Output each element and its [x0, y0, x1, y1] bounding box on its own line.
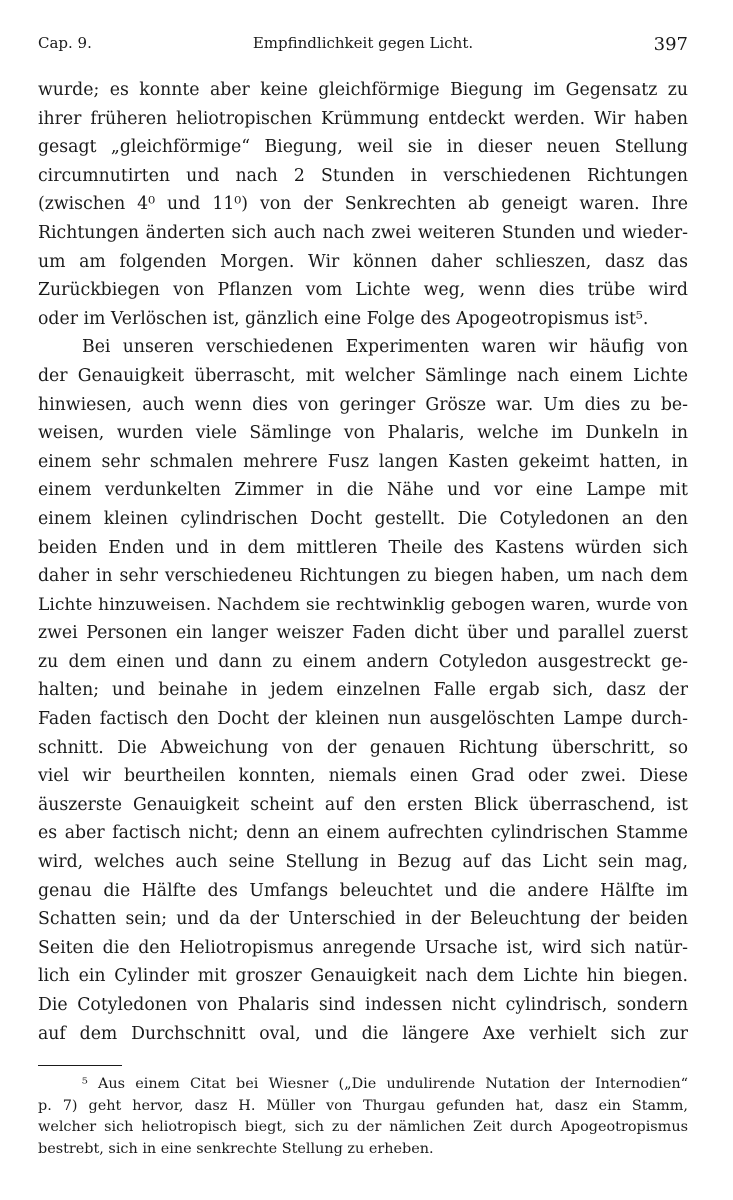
- text-line: circumnutirten und nach 2 Stunden in verschiedenen Richtungen: [38, 165, 688, 186]
- text-line: zu dem einen und dann zu einem andern Cotyledon ausgestreckt ge-: [38, 651, 688, 672]
- text-line: Zurückbiegen von Pflanzen vom Lichte weg, wenn dies trübe wird: [38, 280, 688, 301]
- text-line: der Genauigkeit überrascht, mit welcher Sämlinge nach einem Lichte: [38, 365, 688, 386]
- text-line: ihrer früheren heliotropischen Krümmung entdeckt werden. Wir haben: [38, 108, 688, 129]
- text-line: gesagt „gleichförmige“ Biegung, weil sie in dieser neuen Stellung: [38, 137, 688, 158]
- text-line: wird, welches auch seine Stellung in Bezug auf das Licht sein mag,: [38, 852, 688, 873]
- text-line: schnitt. Die Abweichung von der genauen Richtung überschritt, so: [38, 737, 688, 758]
- text-line: lich ein Cylinder mit groszer Genauigkeit nach dem Lichte hin biegen.: [38, 966, 688, 987]
- text-line: es aber factisch nicht; denn an einem aufrechten cylindrischen Stamme: [38, 823, 688, 844]
- text-line: wurde; es konnte aber keine gleichförmige Biegung im Gegensatz zu: [38, 80, 688, 100]
- footnote-line: welcher sich heliotropisch biegt, sich zu der nämlichen Zeit durch Apogeotropismus: [38, 1119, 688, 1135]
- text-line: Bei unseren verschiedenen Experimenten waren wir häufig von: [82, 337, 688, 358]
- running-title: Empfindlichkeit gegen Licht.: [252, 34, 474, 52]
- text-line: einem sehr schmalen mehrere Fusz langen Kasten gekeimt hatten, in: [38, 451, 688, 472]
- text-line: genau die Hälfte des Umfangs beleuchtet und die andere Hälfte im: [38, 880, 688, 901]
- text-line: einem kleinen cylindrischen Docht gestellt. Die Cotyledonen an den: [38, 508, 688, 529]
- text-line: daher in sehr verschiedeneu Richtungen zu biegen haben, um nach dem: [38, 566, 688, 587]
- text-line: einem verdunkelten Zimmer in die Nähe und vor eine Lampe mit: [38, 480, 688, 501]
- text-line: Schatten sein; und da der Unterschied in der Beleuchtung der beiden: [38, 909, 688, 930]
- footnote: [38, 1074, 688, 1160]
- text-line: halten; und beinahe in jedem einzelnen Falle ergab sich, dasz der: [38, 680, 688, 701]
- text-line: um am folgenden Morgen. Wir können daher schlieszen, dasz das: [38, 251, 688, 272]
- text-line: oder im Verlöschen ist, gänzlich eine Folge des Apogeotropismus ist⁵.: [38, 308, 649, 329]
- footnote-line: ⁵ Aus einem Citat bei Wiesner („Die undulirende Nutation der Internodien“: [82, 1076, 688, 1092]
- text-line: beiden Enden und in dem mittleren Theile des Kastens würden sich: [38, 537, 688, 558]
- chapter-label: Cap. 9.: [38, 34, 92, 52]
- text-line: Seiten die den Heliotropismus anregende Ursache ist, wird sich natür-: [38, 937, 688, 958]
- text-line: äuszerste Genauigkeit scheint auf den ersten Blick überraschend, ist: [38, 794, 688, 815]
- footnote-rule: [38, 1065, 122, 1066]
- text-line: Richtungen änderten sich auch nach zwei weiteren Stunden und wieder-: [38, 222, 688, 243]
- text-line: Lichte hinzuweisen. Nachdem sie rechtwinklig gebogen waren, wurde von: [38, 594, 688, 615]
- footnote-line: bestrebt, sich in eine senkrechte Stellung zu erheben.: [38, 1140, 434, 1157]
- text-line: hinwiesen, auch wenn dies von geringer Grösze war. Um dies zu be-: [38, 394, 688, 415]
- footnote-line: p. 7) geht hervor, dasz H. Müller von Thurgau gefunden hat, dasz ein Stamm,: [38, 1097, 688, 1114]
- text-line: auf dem Durchschnitt oval, und die längere Axe verhielt sich zur: [38, 1023, 688, 1044]
- body-text: [38, 76, 688, 1048]
- running-header: [38, 34, 688, 58]
- text-line: (zwischen 4⁰ und 11⁰) von der Senkrechten ab geneigt waren. Ihre: [38, 194, 688, 215]
- text-line: Faden factisch den Docht der kleinen nun ausgelöschten Lampe durch-: [38, 709, 688, 730]
- text-line: zwei Personen ein langer weiszer Faden dicht über und parallel zuerst: [38, 623, 688, 644]
- text-line: Die Cotyledonen von Phalaris sind indessen nicht cylindrisch, sondern: [38, 995, 688, 1015]
- text-line: viel wir beurtheilen konnten, niemals einen Grad oder zwei. Diese: [38, 766, 688, 787]
- page-number: 397: [653, 34, 688, 55]
- text-line: weisen, wurden viele Sämlinge von Phalaris, welche im Dunkeln in: [38, 423, 688, 444]
